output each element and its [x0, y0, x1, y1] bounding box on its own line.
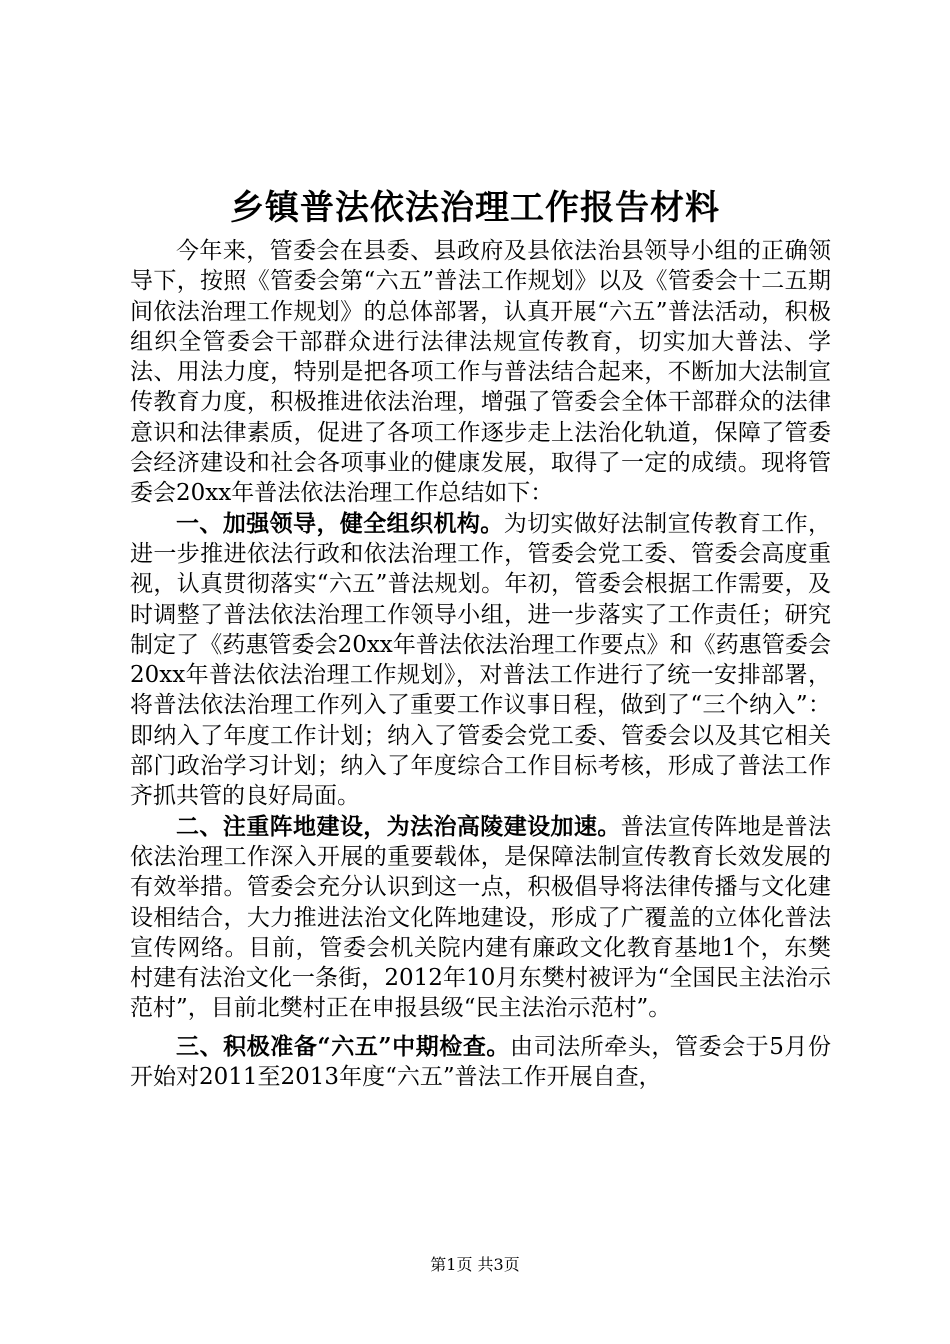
paragraph-section-1 [130, 509, 831, 812]
paragraph-lead: 三、积极准备“六五”中期检查。 [176, 1032, 510, 1060]
paragraph-text: 普法宣传阵地是普法依法治理工作深入开展的重要载体，是保障法制宣传教育长效发展的有效举措。管委会充分认识到这一点，积极倡导将法律传播与文化建设相结合，大力推进法治文化阵地建设，形成了广覆盖的立体化普法宣传网络。目前，管委会机关院内建有廉政文化教育基地1个，东樊村建有法治文化一条街，2012年10月东樊村被评为“全国民主法治示范村”，目前北樊村正在申报县级“民主法治示范村”。 [130, 813, 832, 1022]
paragraph-text: 今年来，管委会在县委、县政府及县依法治县领导小组的正确领导下，按照《管委会第“六五”普法工作规划》以及《管委会十二五期间依法治理工作规划》的总体部署，认真开展“六五”普法活动，积极组织全管委会干部群众进行法律法规宣传教育，切实加大普法、学法、用法力度，特别是把各项工作与普法结合起来，不断加大法制宣传教育力度，积极推进依法治理，增强了管委会全体干部群众的法律意识和法律素质，促进了各项工作逐步走上法治化轨道，保障了管委会经济建设和社会各项事业的健康发展，取得了一定的成绩。现将管委会20xx年普法依法治理工作总结如下： [130, 238, 831, 507]
document-body [130, 236, 831, 1092]
paragraph-text: 为切实做好法制宣传教育工作，进一步推进依法行政和依法治理工作，管委会党工委、管委会高度重视，认真贯彻落实“六五”普法规划。年初，管委会根据工作需要，及时调整了普法依法治理工作领导小组，进一步落实了工作责任；研究制定了《药惠管委会20xx年普法依法治理工作要点》和《药惠管委会20xx年普法依法治理工作规划》，对普法工作进行了统一安排部署，将普法依法治理工作列入了重要工作议事日程，做到了“三个纳入”：即纳入了年度工作计划；纳入了管委会党工委、管委会以及其它相关部门政治学习计划；纳入了年度综合工作目标考核，形成了普法工作齐抓共管的良好局面。 [130, 510, 832, 810]
paragraph-lead: 一、加强领导，健全组织机构。 [176, 509, 504, 537]
paragraph-lead: 二、注重阵地建设，为法治高陵建设加速。 [176, 812, 621, 840]
document-title: 乡镇普法依法治理工作报告材料 [230, 188, 720, 228]
paragraph-text: 由司法所牵头，管委会于5月份开始对2011至2013年度“六五”普法工作开展自查， [130, 1033, 831, 1091]
paragraph-section-3 [130, 1032, 831, 1093]
page-footer: 第1页 共3页 [430, 1255, 520, 1274]
paragraph-intro [130, 236, 831, 509]
paragraph-section-2 [130, 812, 831, 1024]
